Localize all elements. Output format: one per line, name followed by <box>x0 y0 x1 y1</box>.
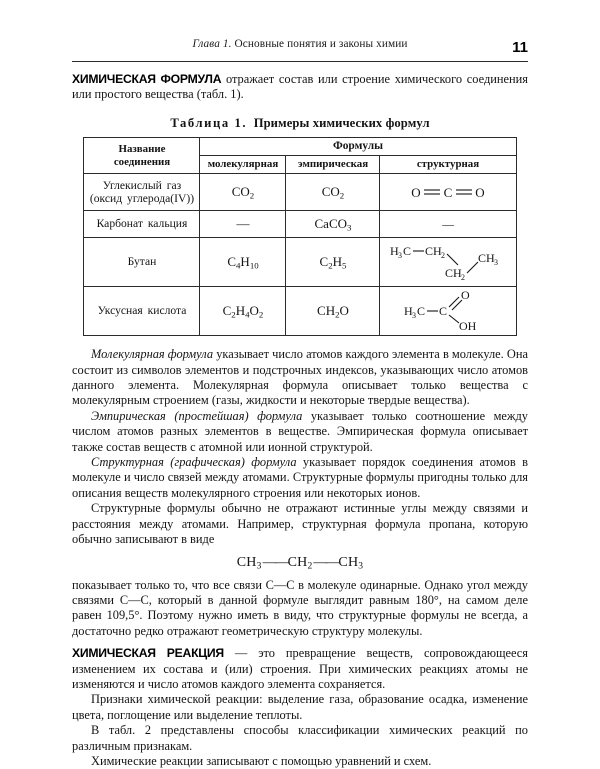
svg-text:CH: CH <box>424 244 442 259</box>
table-row <box>84 174 516 211</box>
heading-chemical-reaction: ХИМИЧЕСКАЯ РЕАКЦИЯ <box>72 646 224 661</box>
paragraph-table2-reference: В табл. 2 представлены способы классификации химических реакций по различным признакам. <box>72 723 528 753</box>
reaction-intro-text: — это превращение веществ, сопровождающееся изменением их состава и (или) строения. При химических реакциях атомы не изменяются и число атомов каждого элемента сохраняется. <box>72 646 529 691</box>
cell-empirical-caco3: CaCO$_3$ <box>286 211 380 238</box>
th-name-line1: Название <box>118 142 166 155</box>
table-row <box>84 211 516 238</box>
name-caco3: Карбонат кальция <box>96 217 188 231</box>
th-structural: структурная <box>380 156 516 174</box>
paragraph-reaction-intro <box>72 646 528 692</box>
molecular-text: указывает число атомов каждого элемента в молекуле. Она состоит из символов элементов и подстрочных индексов, указывающих число атомов данного элемента. Молекулярная формула описывает только вещества с молекулярным строением (газы, жидкости и некоторые твердые вещества). <box>72 347 528 408</box>
struct-acetic-drawing <box>388 289 508 333</box>
heading-chemical-formula: ХИМИЧЕСКАЯ ФОРМУЛА <box>72 72 222 86</box>
cell-name-butane <box>84 238 200 287</box>
cell-structural-acetic <box>380 287 516 336</box>
cell-molecular-butane: $C_4H_{10}$ <box>200 238 286 287</box>
svg-text:3: 3 <box>411 311 416 321</box>
svg-text:H: H <box>403 304 413 319</box>
cell-molecular-co2: $CO_2$ <box>200 174 286 211</box>
th-empirical: эмпирическая <box>286 156 380 174</box>
svg-text:2: 2 <box>460 273 465 283</box>
th-molecular: молекулярная <box>200 156 286 174</box>
struct-co2-drawing <box>400 181 496 203</box>
cell-structural-caco3: — <box>380 211 516 238</box>
svg-text:OH: OH <box>458 319 477 334</box>
paragraph-angles-before: Структурные формулы обычно не отражают истинные углы между связями и расстояния между атомами. Например, структурная формула пропана, которую обычно записывают в виде <box>72 501 528 547</box>
paragraph-reaction-signs: Признаки химической реакции: выделение газа, образование осадка, изменение цвета, поглощение или выделение теплоты. <box>72 692 528 722</box>
struct-butane-drawing <box>384 240 512 284</box>
table-chemical-formulas <box>83 137 516 336</box>
svg-text:C: C <box>443 185 453 201</box>
header-rule <box>72 61 528 62</box>
svg-text:3: 3 <box>397 251 402 261</box>
paragraph-molecular-formula <box>72 347 528 409</box>
svg-text:2: 2 <box>440 251 445 261</box>
svg-text:O: O <box>460 289 470 303</box>
page-number: 11 <box>512 39 528 56</box>
name-acetic: Уксусная кислота <box>97 304 187 318</box>
table-row <box>84 238 516 287</box>
svg-text:O: O <box>475 185 485 201</box>
th-name-line2: соединения <box>113 155 171 168</box>
paragraph-equations: Химические реакции записывают с помощью уравнений и схем. <box>91 753 432 768</box>
cell-structural-co2 <box>380 174 516 211</box>
paragraph-angles-after: показывает только то, что все связи C—C в молекуле одинарные. Однако угол между связями C—C, который в данной формуле выглядит равным 180°, на самом деле равен 109,5°. Поэтому нужно иметь в виду, что структурные формулы не всегда, а достаточно редко отражают геометрическую структуру молекулы. <box>72 577 528 638</box>
structural-text: указывает порядок соединения атомов в молекуле и число связей между атомами. Структурные формулы пригодны только для описания веществ молекулярного строения или некоторых ионов. <box>72 455 528 500</box>
svg-text:H: H <box>389 244 399 259</box>
paragraph-structural-formula <box>72 455 528 501</box>
paragraph-formula-intro <box>72 72 528 103</box>
structural-italic-lead: Структурная (графическая) формула <box>91 455 297 470</box>
name-butane: Бутан <box>127 255 157 269</box>
th-formulas-group: Формулы <box>200 138 516 156</box>
svg-text:CH: CH <box>444 266 462 281</box>
svg-text:C: C <box>438 304 447 319</box>
running-head-chapter: Глава 1. <box>192 38 232 50</box>
cell-empirical-butane: $C_2H_5$ <box>286 238 380 287</box>
empirical-italic-lead-b: (простейшая) формула <box>165 408 303 423</box>
cell-name-co2 <box>84 174 200 211</box>
empirical-text: указывает только соотношение между числом атомов разных элементов в веществе. Эмпирическая формула описывает также состав веществ с атомной или ионной структурой. <box>72 408 528 454</box>
th-compound-name <box>84 138 200 174</box>
svg-text:C: C <box>416 304 425 319</box>
name-co2-line1: Углекислый газ <box>102 178 182 192</box>
name-co2-line2: (оксид углерода(IV)) <box>89 192 195 206</box>
paragraph-empirical-formula <box>72 409 528 455</box>
formula-intro-text: отражает состав или строение химического соединения или простого вещества (табл. 1). <box>72 72 528 102</box>
table-caption-label: Таблица 1. <box>170 115 248 130</box>
table-row <box>84 287 516 336</box>
molecular-italic-lead: Молекулярная формула <box>91 347 214 362</box>
running-head-subject: Основные понятия и законы химии <box>231 38 408 50</box>
cell-molecular-acetic: $C_2H_4O_2$ <box>200 287 286 336</box>
running-head <box>72 38 528 60</box>
svg-text:3: 3 <box>493 258 498 268</box>
display-formula-propane: $CH_3——CH_2——CH_3$ <box>236 554 364 572</box>
cell-empirical-acetic: $CH_2O$ <box>286 287 380 336</box>
svg-text:C: C <box>402 244 411 259</box>
empirical-italic-lead-a: Эмпирическая <box>91 408 166 423</box>
table-caption-title: Примеры химических формул <box>253 115 430 130</box>
page-content <box>72 72 528 769</box>
cell-name-caco3 <box>84 211 200 238</box>
cell-structural-butane <box>380 238 516 287</box>
cell-name-acetic <box>84 287 200 336</box>
cell-molecular-caco3: — <box>200 211 286 238</box>
table-caption <box>72 116 528 131</box>
running-head-title <box>192 38 407 50</box>
table-header-row-1 <box>84 138 516 156</box>
cell-empirical-co2: $CO_2$ <box>286 174 380 211</box>
svg-text:O: O <box>411 185 421 201</box>
svg-text:CH: CH <box>477 251 495 266</box>
